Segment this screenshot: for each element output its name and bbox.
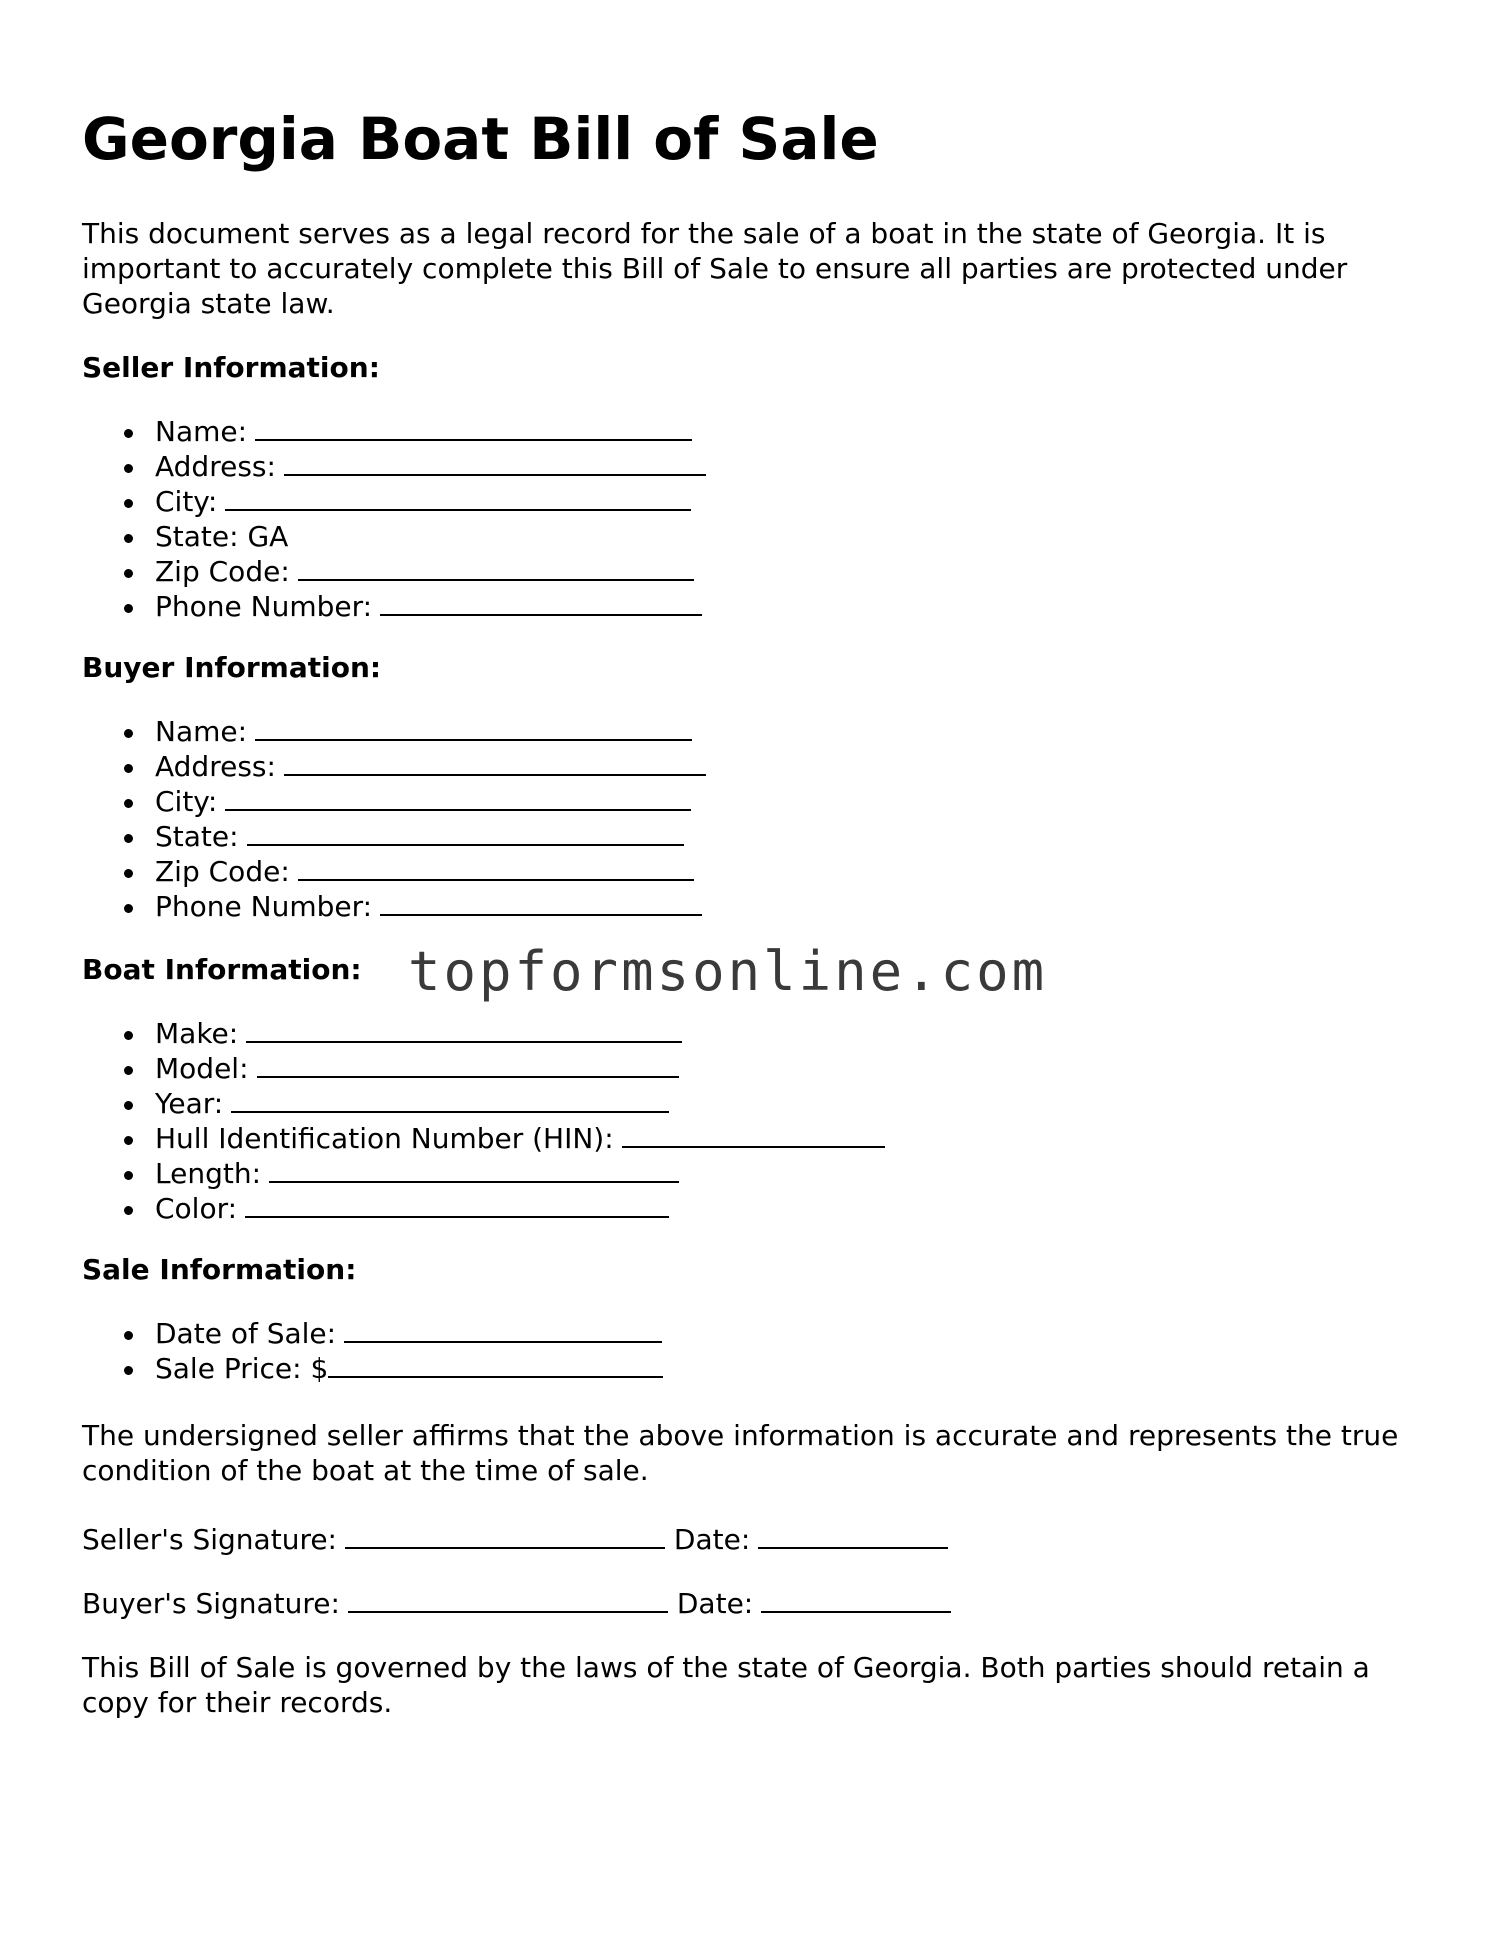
seller-date-label: Date: — [673, 1523, 751, 1556]
buyer-phone-label: Phone Number: — [155, 890, 373, 923]
boat-hin-label: Hull Identification Number (HIN): — [155, 1122, 614, 1155]
page-title: Georgia Boat Bill of Sale — [82, 105, 879, 173]
seller-signature-row — [82, 1522, 948, 1557]
buyer-state-field[interactable] — [247, 843, 684, 846]
boat-length-field[interactable] — [269, 1180, 679, 1183]
buyer-signature-label: Buyer's Signature: — [82, 1587, 340, 1620]
buyer-name-field[interactable] — [255, 738, 692, 741]
buyer-signature-row — [82, 1586, 951, 1621]
list-item — [82, 1191, 885, 1226]
sale-heading: Sale Information: — [82, 1253, 357, 1286]
list-item — [82, 1086, 885, 1121]
boat-make-label: Make: — [155, 1017, 239, 1050]
seller-zip-label: Zip Code: — [155, 555, 290, 588]
seller-city-label: City: — [155, 485, 218, 518]
seller-zip-field[interactable] — [298, 578, 694, 581]
seller-address-field[interactable] — [284, 473, 706, 476]
list-item — [82, 1051, 885, 1086]
buyer-date-field[interactable] — [761, 1610, 951, 1613]
list-item — [82, 819, 706, 854]
list-item — [82, 1016, 885, 1051]
buyer-zip-field[interactable] — [298, 878, 694, 881]
seller-address-label: Address: — [155, 450, 276, 483]
sale-price-field[interactable] — [328, 1375, 663, 1378]
buyer-name-label: Name: — [155, 715, 248, 748]
buyer-address-field[interactable] — [284, 773, 706, 776]
seller-phone-field[interactable] — [380, 613, 702, 616]
sale-fields — [82, 1316, 663, 1386]
seller-date-field[interactable] — [758, 1546, 948, 1549]
seller-phone-label: Phone Number: — [155, 590, 373, 623]
seller-heading: Seller Information: — [82, 351, 380, 384]
list-item — [82, 1156, 885, 1191]
boat-make-field[interactable] — [246, 1040, 682, 1043]
boat-year-field[interactable] — [231, 1110, 669, 1113]
boat-length-label: Length: — [155, 1157, 262, 1190]
list-item — [82, 1121, 885, 1156]
intro-paragraph: This document serves as a legal record for the sale of a boat in the state of Georgia. It is important to accurately complete this Bill of Sale to ensure all parties are protected under Georgia state law. — [82, 217, 1348, 320]
boat-color-field[interactable] — [245, 1215, 669, 1218]
list-item — [82, 1351, 663, 1386]
boat-hin-field[interactable] — [622, 1145, 885, 1148]
buyer-state-label: State: — [155, 820, 239, 853]
seller-name-label: Name: — [155, 415, 248, 448]
buyer-fields — [82, 714, 706, 924]
seller-signature-field[interactable] — [345, 1546, 665, 1549]
buyer-phone-field[interactable] — [380, 913, 702, 916]
watermark: topformsonline.com — [408, 940, 1048, 1003]
list-item — [82, 889, 706, 924]
seller-signature-label: Seller's Signature: — [82, 1523, 337, 1556]
affirmation-paragraph: The undersigned seller affirms that the above information is accurate and represents the true condition of the boat at the time of sale. — [82, 1419, 1399, 1487]
list-item — [82, 554, 706, 589]
closing-paragraph: This Bill of Sale is governed by the laws of the state of Georgia. Both parties should retain a copy for their records. — [82, 1651, 1370, 1719]
buyer-heading: Buyer Information: — [82, 651, 382, 684]
seller-city-field[interactable] — [225, 508, 691, 511]
list-item — [82, 484, 706, 519]
boat-color-label: Color: — [155, 1192, 238, 1225]
list-item — [82, 519, 706, 554]
boat-heading: Boat Information: — [82, 953, 362, 986]
list-item — [82, 1316, 663, 1351]
boat-model-label: Model: — [155, 1052, 249, 1085]
buyer-signature-field[interactable] — [348, 1610, 668, 1613]
boat-year-label: Year: — [155, 1087, 224, 1120]
list-item — [82, 449, 706, 484]
buyer-city-field[interactable] — [225, 808, 691, 811]
boat-model-field[interactable] — [257, 1075, 679, 1078]
buyer-address-label: Address: — [155, 750, 276, 783]
boat-fields — [82, 1016, 885, 1226]
sale-date-label: Date of Sale: — [155, 1317, 337, 1350]
list-item — [82, 589, 706, 624]
seller-state-label: State: GA — [155, 520, 289, 553]
buyer-zip-label: Zip Code: — [155, 855, 290, 888]
seller-fields — [82, 414, 706, 624]
list-item — [82, 784, 706, 819]
list-item — [82, 414, 706, 449]
buyer-city-label: City: — [155, 785, 218, 818]
list-item — [82, 714, 706, 749]
sale-price-label: Sale Price: $ — [155, 1352, 329, 1385]
sale-date-field[interactable] — [344, 1340, 662, 1343]
buyer-date-label: Date: — [676, 1587, 754, 1620]
seller-name-field[interactable] — [255, 438, 692, 441]
list-item — [82, 854, 706, 889]
list-item — [82, 749, 706, 784]
